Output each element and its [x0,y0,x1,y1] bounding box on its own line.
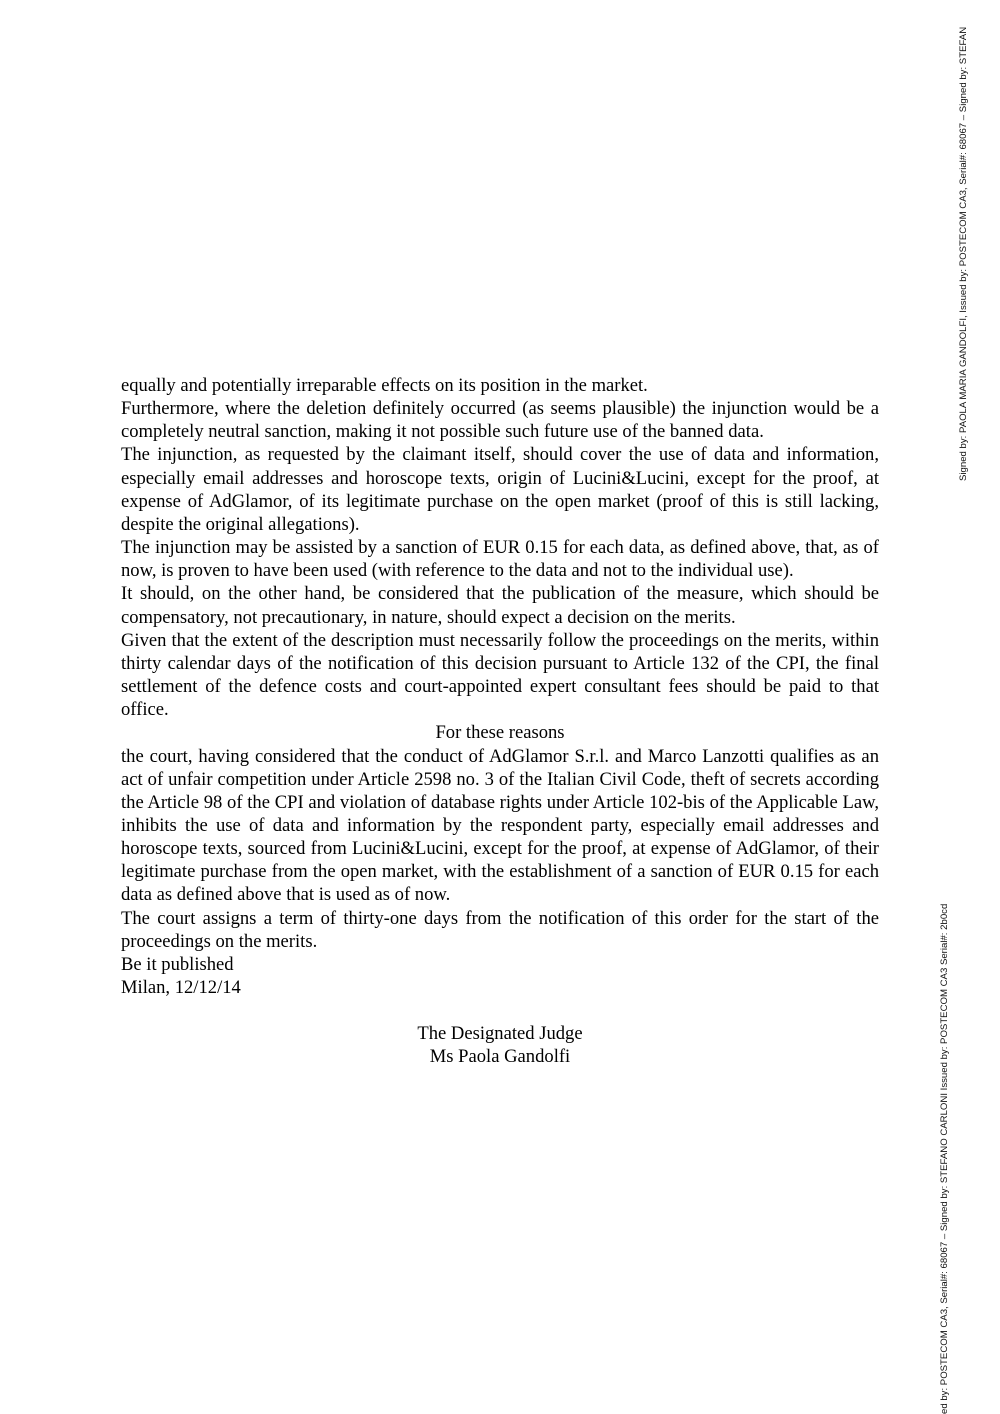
signature-title: The Designated Judge [417,1023,583,1045]
place-date: Milan, 12/12/14 [121,977,241,999]
paragraph-effects: equally and potentially irreparable effects on its position in the market. [121,375,648,396]
paragraph-deletion: Furthermore, where the deletion definitely occurred (as seems plausible) the injunction would be a completely neutral sanction, making it not possible such future use of the banned data. [121,398,879,443]
paragraph-costs: Given that the extent of the description must necessarily follow the proceedings on the merits, within thirty calendar days of the notification of this decision pursuant to Article 132 of the CPI, the final settlement of the defence costs and court-appointed expert consultant fees should be paid to that office. [121,629,879,721]
paragraph-publication: It should, on the other hand, be considered that the publication of the measure, which should be compensatory, not precautionary, in nature, should expect a decision on the merits. [121,583,879,628]
paragraph-sanction: The injunction may be assisted by a sanction of EUR 0.15 for each data, as defined above, that, as of now, is proven to have been used (with reference to the data and not to the individual use). [121,537,879,582]
closing-line: Be it published [121,953,234,975]
paragraph-injunction-scope: The injunction, as requested by the claimant itself, should cover the use of data and information, especially email addresses and horoscope texts, origin of Lucini&Lucini, except for the proof, at expense of AdGlamor, of its legitimate purchase on the open market (proof of this is still lacking, despite the original allegations). [121,444,879,535]
paragraph-term: The court assigns a term of thirty-one days from the notification of this order for the start of the proceedings on the merits. [121,907,879,952]
digital-signature-stamp-upper: Signed by: PAOLA MARIA GANDOLFI, Issued by: POSTECOM CA3, Serial#: 68067 – Signed by: STEFAN [958,26,969,481]
signature-name: Ms Paola Gandolfi [429,1046,571,1068]
document-body [121,374,879,1069]
reasons-heading: For these reasons [435,722,565,744]
paragraph-ruling: the court, having considered that the conduct of AdGlamor S.r.l. and Marco Lanzotti qualifies as an act of unfair competition under Article 2598 no. 3 of the Italian Civil Code, theft of secrets according the Article 98 of the CPI and violation of database rights under Article 102-bis of the Applicable Law, inhibits the use of data and information by the respondent party, especially email addresses and horoscope texts, sourced from Lucini&Lucini, except for the proof, at expense of AdGlamor, of their legitimate purchase from the open market, with the establishment of a sanction of EUR 0.15 for each data as defined above that is used as of now. [121,745,879,906]
digital-signature-stamp-lower: ed by: POSTECOM CA3, Serial#: 68067 – Signed by: STEFANO CARLONI Issued by: POSTECOM CA3 Serial#: 2b0cd [939,903,950,1414]
